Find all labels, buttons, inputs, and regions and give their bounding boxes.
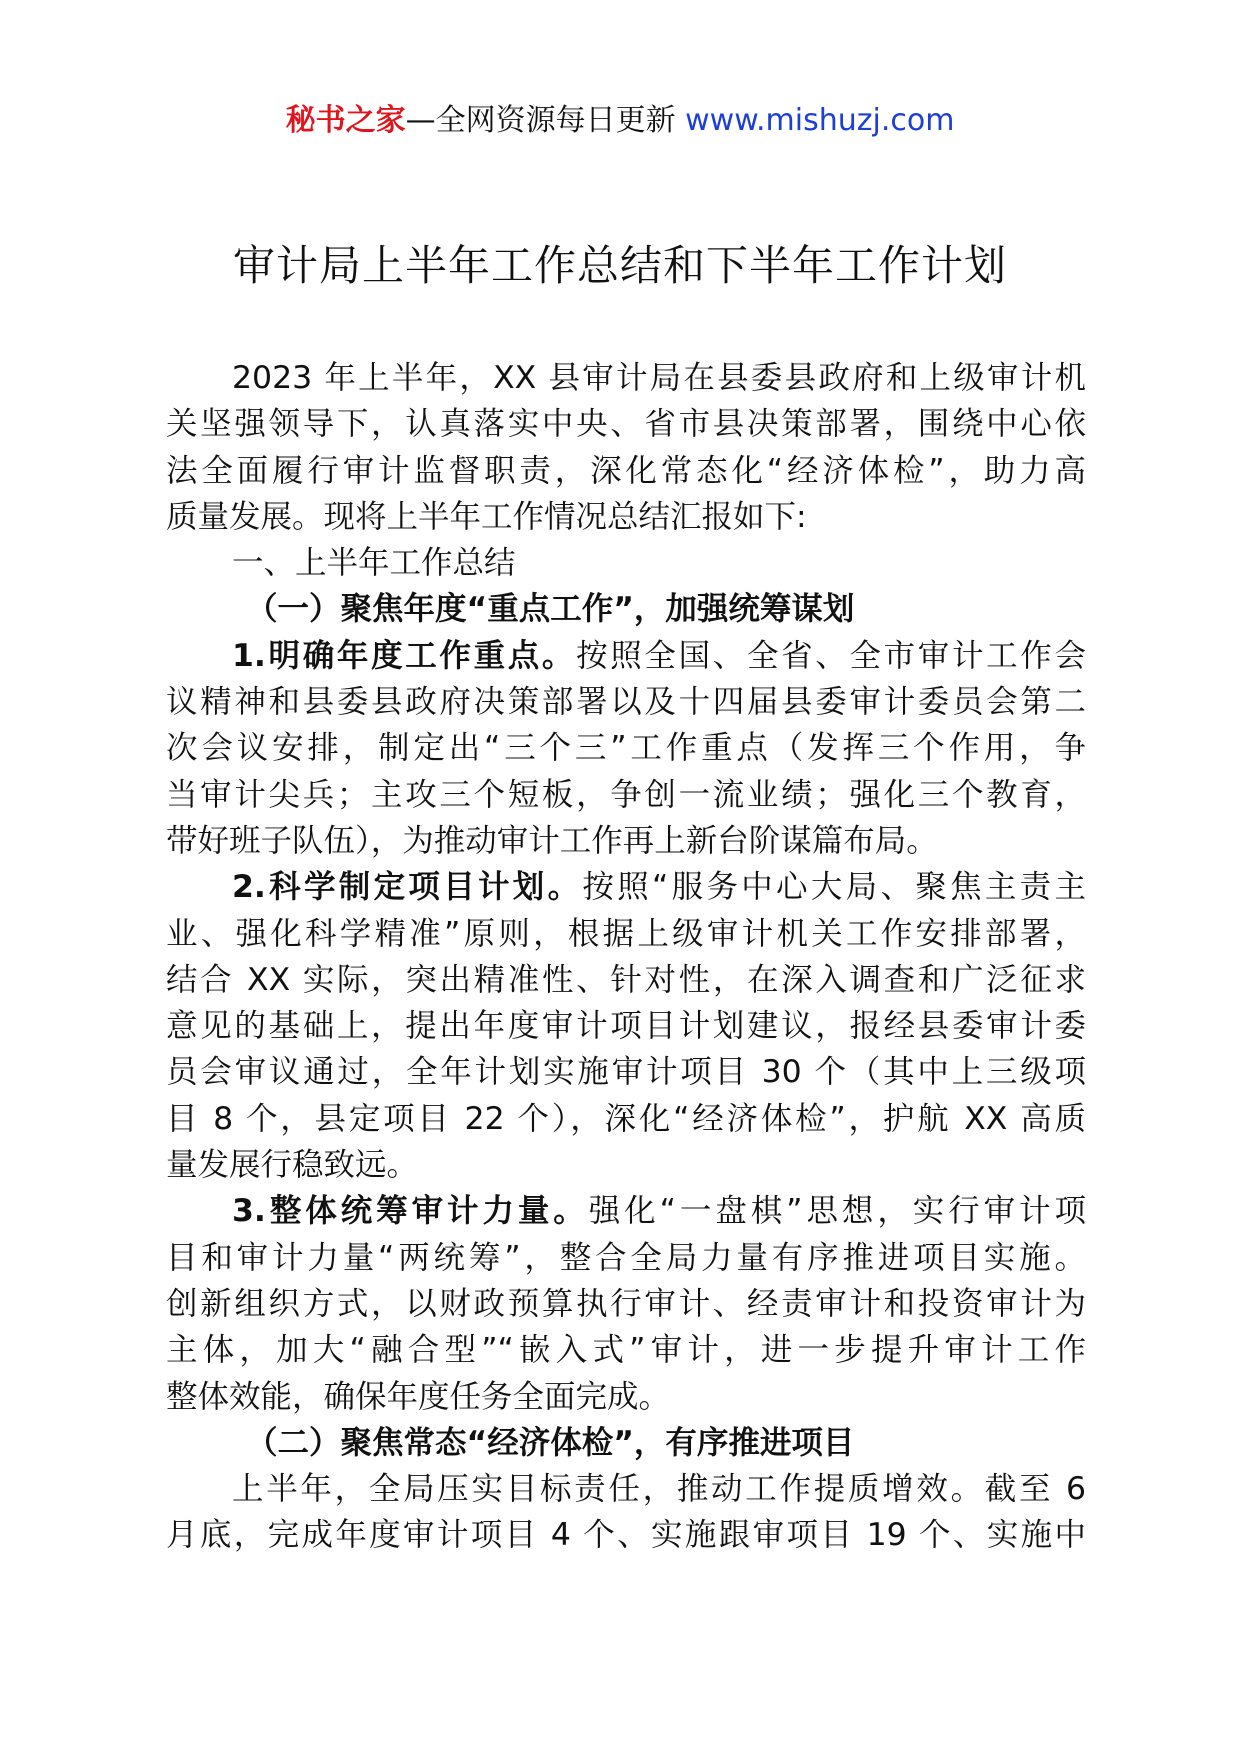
item-line: 目 8 个，县定项目 22 个），深化“经济体检”，护航 XX 高质 — [166, 1100, 1086, 1137]
item-line: 整体效能，确保年度任务全面完成。 — [166, 1378, 671, 1415]
document-title: 审计局上半年工作总结和下半年工作计划 — [232, 241, 1007, 290]
item-text: 按照“服务中心大局、聚焦主责主 — [582, 869, 1086, 906]
item-line: 量发展行稳致远。 — [166, 1147, 419, 1184]
subsection-heading: （一）聚焦年度“重点工作”，加强统筹谋划 — [246, 591, 855, 628]
intro-line: 2023 年上半年，XX 县审计局在县委县政府和上级审计机 — [232, 360, 1086, 396]
item-line: 主体，加大“融合型”“嵌入式”审计，进一步提升审计工作 — [166, 1332, 1086, 1369]
item-lead: 1.明确年度工作重点。 — [232, 637, 577, 674]
document-body — [166, 355, 1086, 1559]
item-line: 议精神和县委县政府决策部署以及十四届县委审计委员会第二 — [166, 684, 1086, 721]
item-lead: 2.科学制定项目计划。 — [232, 869, 583, 906]
site-header — [0, 101, 1240, 141]
intro-line: 关坚强领导下，认真落实中央、省市县决策部署，围绕中心依 — [166, 406, 1086, 443]
item-line: 业、强化科学精准”原则，根据上级审计机关工作安排部署， — [166, 915, 1086, 952]
item-line: 当审计尖兵；主攻三个短板，争创一流业绩；强化三个教育， — [166, 776, 1086, 813]
paragraph-line: 上半年，全局压实目标责任，推动工作提质增效。截至 6 — [232, 1471, 1086, 1508]
item-lead: 3.整体统筹审计力量。 — [232, 1193, 589, 1230]
item-line: 结合 XX 实际，突出精准性、针对性，在深入调查和广泛征求 — [166, 961, 1086, 998]
item-line: 带好班子队伍），为推动审计工作再上新台阶谋篇布局。 — [166, 822, 938, 859]
brand-name: 秘书之家 — [285, 103, 406, 138]
item-first-line — [166, 1188, 1086, 1234]
section-heading: 一、上半年工作总结 — [232, 545, 516, 582]
item-first-line — [166, 633, 1086, 679]
item-text: 强化“一盘棋”思想，实行审计项 — [588, 1193, 1086, 1230]
paragraph-line: 月底，完成年度审计项目 4 个、实施跟审项目 19 个、实施中 — [166, 1517, 1086, 1554]
subsection-heading: （二）聚焦常态“经济体检”，有序推进项目 — [246, 1424, 855, 1461]
item-line: 目和审计力量“两统筹”，整合全局力量有序推进项目实施。 — [166, 1239, 1086, 1276]
item-text: 按照全国、全省、全市审计工作会 — [576, 637, 1086, 674]
item-line: 意见的基础上，提出年度审计项目计划建议，报经县委审计委 — [166, 1008, 1086, 1045]
site-url-link[interactable]: www.mishuzj.com — [685, 103, 955, 138]
item-line: 次会议安排，制定出“三个三”工作重点（发挥三个作用，争 — [166, 730, 1086, 767]
item-first-line — [166, 864, 1086, 910]
item-line: 员会审议通过，全年计划实施审计项目 30 个（其中上三级项 — [166, 1054, 1086, 1091]
intro-line: 质量发展。现将上半年工作情况总结汇报如下: — [166, 498, 807, 535]
item-line: 创新组织方式，以财政预算执行审计、经责审计和投资审计为 — [166, 1285, 1086, 1322]
intro-line: 法全面履行审计监督职责，深化常态化“经济体检”，助力高 — [166, 452, 1086, 489]
header-tagline: —全网资源每日更新 — [405, 103, 686, 138]
